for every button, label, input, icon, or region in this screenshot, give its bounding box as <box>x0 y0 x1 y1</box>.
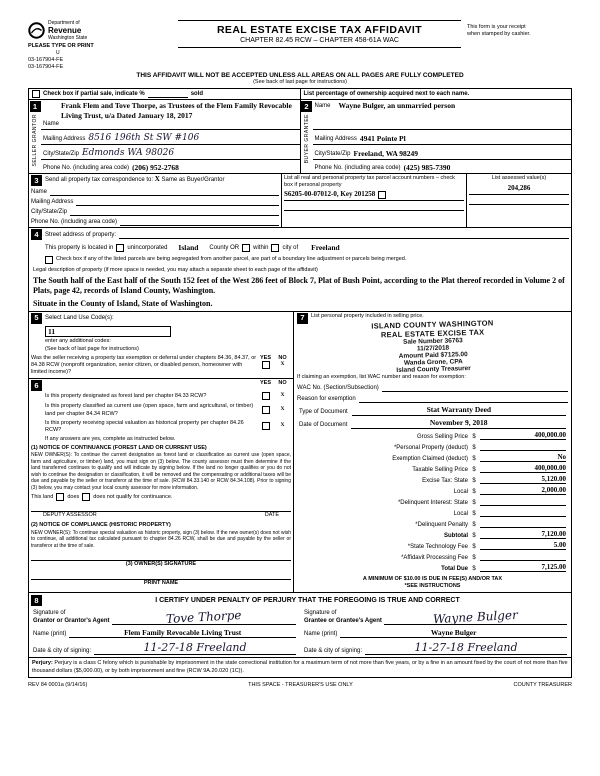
buyer-name-value: Wayne Bulger, an unmarried person <box>338 101 456 111</box>
grantee-date-city-value[interactable]: 11-27-18 Freeland <box>365 641 567 655</box>
tax-correspondence-block <box>29 174 281 227</box>
section6-block <box>29 379 293 592</box>
section8-block <box>29 593 571 658</box>
money-row-label: *Personal Property (deduct) <box>393 444 468 451</box>
grantor-signature-field[interactable] <box>112 608 296 625</box>
money-row-label: Subtotal <box>444 532 468 539</box>
section1-number: 1 <box>30 101 41 112</box>
partial-sale-checkbox[interactable] <box>32 90 40 98</box>
money-row-label: Total Due <box>441 565 468 572</box>
mid-columns <box>29 312 571 593</box>
money-row-value[interactable]: 7,125.00 <box>480 563 566 572</box>
unincorporated-checkbox[interactable] <box>116 244 124 252</box>
form-header <box>28 20 572 71</box>
parcel-empty-row[interactable] <box>284 211 464 220</box>
logo-dept-text: Department of <box>48 20 80 26</box>
currency-symbol: $ <box>472 433 476 440</box>
logo-state-text: Washington State <box>48 34 88 41</box>
corr-mailing-label: Mailing Address <box>31 199 74 206</box>
corr-phone-field[interactable] <box>120 218 279 226</box>
receipt-note-line2: when stamped by cashier. <box>467 31 531 38</box>
current-use-yes-checkbox[interactable] <box>262 406 270 414</box>
buyer-side-label: BUYER GRANTEE <box>303 114 310 164</box>
currency-symbol: $ <box>472 565 476 572</box>
parcel-block <box>281 174 466 227</box>
form-title: REAL ESTATE EXCISE TAX AFFIDAVIT <box>216 24 423 36</box>
currency-symbol: $ <box>472 532 476 539</box>
section4-number: 4 <box>31 229 42 240</box>
section3-row <box>29 174 571 228</box>
personal-property-checkbox[interactable] <box>378 191 386 199</box>
money-row-personal-property <box>297 440 568 451</box>
type-of-document-label: Type of Document <box>299 408 348 415</box>
seller-city-value: Edmonds WA 98026 <box>82 148 175 159</box>
notice1-text: NEW OWNER(S): To continue the current designation as forest land or classification as current use (open space, farm and agriculture, or timber) land, you must sign on (3) below. The county assessor must then determine if the land transferred continues to qualify and will indicate by signing below. If the land no longer qualifies or you do not wish to continue the designation or classification, it will be removed and the compensating or additional taxes will be due and payable by the seller or transferor at the time of sale. (RCW 84.33.140 or RCW 84.34.108). Prior to signing (3) below, you may contact your local county assessor for more information. <box>31 452 291 491</box>
grantor-name-print-label: Name (print) <box>33 631 67 638</box>
grantee-signature-label-2: Grantee or Grantee's Agent <box>304 618 382 624</box>
historic-yes-checkbox[interactable] <box>262 422 270 430</box>
money-row-value[interactable] <box>480 560 566 561</box>
parties-row <box>29 100 571 174</box>
seller-section <box>29 100 300 173</box>
section7-block <box>294 312 571 592</box>
assessed-empty-row[interactable] <box>469 205 569 214</box>
money-row-delinquent-penalty <box>297 517 568 528</box>
ownership-note: List percentage of ownership acquired next to each name. <box>300 89 572 99</box>
perjury-text: Perjury is a class C felony which is punishable by imprisonment in the state correctional institution for a maximum term of not more than five years, or by a fine in an amount fixed by the court of not more than five thousand dollars ($5,000.00), or by both imprisonment and fine (RCW 9A.20.020 (1C)). <box>32 660 568 674</box>
please-type-label: PLEASE TYPE OR PRINT <box>28 43 94 49</box>
currency-symbol: $ <box>472 521 476 528</box>
county-treasurer-label: COUNTY TREASURER <box>513 681 572 688</box>
section3-number: 3 <box>31 175 42 186</box>
partial-sale-row <box>29 89 571 100</box>
street-address-field[interactable] <box>119 231 569 239</box>
type-of-document-value[interactable]: Stat Warranty Deed <box>352 405 566 415</box>
dor-logo-icon <box>28 22 45 39</box>
stamp-tax: REAL ESTATE EXCISE TAX <box>380 327 485 340</box>
grantee-name-print-label: Name (print) <box>304 631 338 638</box>
notice2-title: (2) NOTICE OF COMPLIANCE (HISTORIC PROPERTY) <box>31 522 171 529</box>
send-correspondence-label: Send all property tax correspondence to: <box>45 177 154 184</box>
money-row-value[interactable]: 7,120.00 <box>480 530 566 539</box>
exemption-yes-checkbox[interactable] <box>262 361 270 369</box>
logo-revenue-text: Revenue <box>48 25 82 35</box>
exemption-no-answer[interactable]: X <box>280 360 285 367</box>
forest-land-question: Is this property designated as forest land per chapter 84.33 RCW? <box>45 393 207 400</box>
owners-signature-line[interactable] <box>31 560 291 568</box>
form-subtitle: CHAPTER 82.45 RCW – CHAPTER 458-61A WAC <box>240 37 399 44</box>
money-row-subtotal <box>297 528 568 539</box>
located-in-label: This property is located in <box>45 244 114 251</box>
see-back-note: (See back of last page for instructions) <box>253 78 347 85</box>
current-use-question: Is this property classified as current use (open space, farm and agricultural, or timber) land per chapter 84.34 RCW? <box>45 403 254 417</box>
assessed-value[interactable]: 204,286 <box>469 182 569 195</box>
buyer-city-cell[interactable] <box>313 145 572 160</box>
currency-symbol: $ <box>472 499 476 506</box>
buyer-mailing-label: Mailing Address <box>314 136 357 143</box>
money-row-delinquent-interest-local <box>297 506 568 517</box>
wac-label: WAC No. (Section/Subsection) <box>297 384 379 391</box>
corr-mailing-field[interactable] <box>76 198 279 206</box>
stamp-treasurer-title: Island County Treasurer <box>395 364 471 374</box>
land-use-label: Select Land Use Code(s): <box>45 315 114 322</box>
stray-mark: U <box>56 50 60 57</box>
money-row-label: Gross Selling Price <box>416 433 468 440</box>
seller-name-label: Name <box>43 121 60 128</box>
section5-yes-no <box>257 355 291 376</box>
forest-no-answer[interactable]: X <box>280 392 285 399</box>
seller-phone-cell[interactable] <box>41 160 300 173</box>
deputy-assessor-line[interactable] <box>31 511 291 519</box>
perjury-label: Perjury: <box>32 660 53 667</box>
segregated-checkbox[interactable] <box>45 256 53 264</box>
form-number-1: 03-167904-FE <box>28 56 64 63</box>
treasurer-stamp <box>347 317 518 374</box>
money-row-label: *Delinquent Penalty <box>415 521 468 528</box>
list-personal-property-label: List personal property included in selling price. <box>311 312 424 319</box>
currency-symbol: $ <box>472 455 476 462</box>
additional-codes-label: enter any additional codes: <box>45 337 111 344</box>
section4-block <box>29 228 571 312</box>
print-name-line[interactable] <box>31 579 291 587</box>
legal-desc-label: Legal description of property (if more space is needed, you may attach a separate sheet to each page of the affidavit) <box>33 266 318 273</box>
does-not-checkbox[interactable] <box>82 493 90 501</box>
reason-exemption-label: Reason for exemption <box>297 395 356 402</box>
money-row-excise-state <box>297 473 568 484</box>
buyer-city-value: Freeland, WA 98249 <box>353 148 419 158</box>
agency-block <box>28 20 178 71</box>
buyer-phone-cell[interactable] <box>313 160 572 173</box>
money-row-label: Exemption Claimed (deduct) <box>392 455 468 462</box>
money-row-value[interactable] <box>480 505 566 506</box>
money-row-label: *Delinquent Interest: State <box>397 499 468 506</box>
money-row-value[interactable]: 2,000.00 <box>480 486 566 495</box>
money-row-label: *Affidavit Processing Fee <box>401 554 468 561</box>
title-block <box>178 20 461 48</box>
grantee-signing-block <box>300 608 571 657</box>
receipt-note <box>461 20 572 38</box>
within-label: within <box>253 244 269 251</box>
city-of-label: city of <box>282 244 299 251</box>
money-row-processing-fee <box>297 550 568 561</box>
notice2-text: NEW OWNER(S): To continue special valuation as historic property, sign (3) below. If the new owner(s) does not wish to continue, all additional tax calculated pursuant to chapter 84.26 RCW, shall be due and payable by the seller or transferor at the time of sale. <box>31 529 291 549</box>
seller-city-cell[interactable] <box>41 145 300 160</box>
see-instructions-note: *SEE INSTRUCTIONS <box>404 582 461 589</box>
stamp-county: ISLAND COUNTY WASHINGTON <box>370 318 494 331</box>
same-as-buyer-mark[interactable]: X <box>154 175 160 184</box>
section6-no-header: NO <box>278 380 287 387</box>
corr-name-field[interactable] <box>50 188 279 196</box>
seller-mailing-label: Mailing Address <box>43 136 86 143</box>
section5-number: 5 <box>31 313 42 324</box>
county-value[interactable]: Island <box>178 243 199 253</box>
county-or-label: County OR <box>209 244 240 251</box>
owners-signature-label: (3) OWNER(S) SIGNATURE <box>125 561 197 567</box>
partial-sale-percent-field[interactable] <box>148 90 188 98</box>
treasurer-space-label: THIS SPACE - TREASURER'S USE ONLY <box>248 681 353 688</box>
buyer-section <box>300 100 572 173</box>
grantee-signature-value: Wayne Bulger <box>432 607 519 627</box>
does-checkbox[interactable] <box>56 493 64 501</box>
form-number-2: 03-167904-FE <box>28 63 64 70</box>
buyer-phone-label: Phone No. (including area code) <box>314 165 401 172</box>
unincorporated-label: unincorporated <box>127 244 168 251</box>
currency-symbol: $ <box>472 488 476 495</box>
corr-city-label: City/State/Zip <box>31 209 68 216</box>
does-label: does <box>67 493 80 500</box>
date-of-document-label: Date of Document <box>299 421 348 428</box>
seller-mailing-cell[interactable] <box>41 130 300 145</box>
assessed-header: List assessed value(s) <box>491 175 547 182</box>
money-row-tech-fee <box>297 539 568 550</box>
money-row-exemption-claimed <box>297 451 568 462</box>
grantor-signature-label-2: Grantor or Grantor's Agent <box>33 618 110 624</box>
deputy-date-label: DATE <box>264 512 279 519</box>
grantor-date-city-value[interactable]: 11-27-18 Freeland <box>94 641 296 655</box>
buyer-phone-value: (425) 985-7390 <box>403 162 451 172</box>
seller-city-label: City/State/Zip <box>43 151 80 158</box>
money-row-label: Excise Tax: State <box>422 477 468 484</box>
section5-see-back: (See back of last page for instructions) <box>45 345 139 352</box>
money-row-value[interactable]: No <box>480 453 566 462</box>
grantee-signature-label-1: Signature of <box>304 609 337 616</box>
stamp-date: 11/27/2018 <box>416 344 449 353</box>
street-address-label: Street address of property: <box>45 231 117 238</box>
buyer-mailing-value: 4941 Pointe Pl <box>359 133 406 143</box>
money-row-value[interactable]: 5,120.00 <box>480 475 566 484</box>
money-row-total-due <box>297 561 568 572</box>
parcel-number-value[interactable]: S6205-00-07012-0, Key 201258 <box>284 190 376 199</box>
buyer-name-cell[interactable] <box>313 100 572 130</box>
grantor-date-city-label: Date & city of signing: <box>33 648 92 655</box>
money-row-gross <box>297 429 568 440</box>
currency-symbol: $ <box>472 510 476 517</box>
city-of-checkbox[interactable] <box>271 244 279 252</box>
rev-number: REV 84 0001a (9/14/16) <box>28 681 88 688</box>
money-row-value[interactable]: 400,000.00 <box>480 464 566 473</box>
seller-name-value: Frank Flem and Tove Thorpe, as Trustees of the Flem Family Revocable Living Trust, u/a Dated January 18, 2017 <box>61 101 292 120</box>
money-row-label: Taxable Selling Price <box>412 466 468 473</box>
date-of-document-value[interactable]: November 9, 2018 <box>351 418 566 428</box>
section6-number: 6 <box>31 380 42 391</box>
seller-phone-value: (206) 952-2768 <box>132 162 179 172</box>
seller-phone-label: Phone No. (including area code) <box>43 165 130 172</box>
does-not-label: does not qualify for continuance. <box>93 493 173 500</box>
grantee-date-city-label: Date & city of signing: <box>304 648 363 655</box>
no-header: NO <box>278 354 287 361</box>
seller-name-cell[interactable] <box>41 100 300 130</box>
parcel-empty-row[interactable] <box>284 201 464 211</box>
notice1-title: (1) NOTICE OF CONTINUANCE (FOREST LAND OR CURRENT USE) <box>31 445 207 452</box>
stamp-sale-number: Sale Number 36763 <box>402 336 463 346</box>
section8-number: 8 <box>31 595 42 606</box>
grantor-signature-label-1: Signature of <box>33 609 66 616</box>
money-row-value[interactable] <box>480 450 566 451</box>
money-row-excise-local <box>297 484 568 495</box>
assessed-value-block <box>466 174 571 227</box>
same-as-buyer-label: Same as Buyer/Grantor <box>161 177 225 184</box>
stamp-amount-paid: Amount Paid $7125.00 <box>398 350 468 360</box>
qualify-pre-label: This land <box>31 493 54 500</box>
current-use-no-answer[interactable]: X <box>280 406 285 413</box>
claiming-exemption-note: If claiming an exemption, list WAC number and reason for exemption: <box>297 373 466 380</box>
land-use-code-field[interactable]: 11 <box>45 326 171 337</box>
exemption-question: Was the seller receiving a property tax exemption or deferral under chapters 84.36, 84.37, or 84.38 RCW (nonprofit organization, senior citizen, or disabled person, homeowner with limited income)? <box>31 354 257 376</box>
left-column <box>29 312 294 592</box>
segregated-label: Check box if any of the listed parcels are being segregated from another parcel, are part of a boundary line adjustment or parcels being merged. <box>56 255 407 262</box>
situate-line: Situate in the County of Island, State of Washington. <box>33 298 213 308</box>
grantor-signature-value: Tove Thorpe <box>165 608 242 627</box>
historic-no-answer[interactable]: X <box>280 422 285 429</box>
money-row-value[interactable] <box>480 527 566 528</box>
money-row-value[interactable]: 400,000.00 <box>480 431 566 440</box>
if-yes-note: If any answers are yes, complete as instructed below. <box>45 435 176 442</box>
wac-field[interactable] <box>382 384 568 392</box>
currency-symbol: $ <box>472 444 476 451</box>
money-row-value[interactable]: 5.00 <box>480 541 566 550</box>
city-value[interactable]: Freeland <box>311 243 340 253</box>
currency-symbol: $ <box>472 477 476 484</box>
historic-question: Is this property receiving special valuation as historical property per chapter 84.26 RCW? <box>45 419 244 433</box>
form-body <box>28 88 572 678</box>
within-checkbox[interactable] <box>242 244 250 252</box>
grantee-name-print-value[interactable]: Wayne Bulger <box>340 628 567 638</box>
section6-yes-header: YES <box>259 380 271 387</box>
form-footer <box>28 678 572 689</box>
section5-block <box>29 312 293 380</box>
grantor-name-print-value[interactable]: Flem Family Revocable Living Trust <box>69 628 296 638</box>
stamp-treasurer-name: Wanda Grone, CPA <box>403 357 463 367</box>
buyer-mailing-cell[interactable] <box>313 130 572 145</box>
deputy-assessor-label: DEPUTY ASSESSOR <box>43 512 97 519</box>
money-row-label: *State Technology Fee <box>407 543 468 550</box>
seller-side-label: SELLER GRANTOR <box>32 114 38 167</box>
seller-mailing-value: 8516 196th St SW #106 <box>88 133 200 144</box>
corr-phone-label: Phone No. (including area code) <box>31 219 118 226</box>
certify-statement: I CERTIFY UNDER PENALTY OF PERJURY THAT THE FOREGOING IS TRUE AND CORRECT <box>155 597 460 605</box>
minimum-fee-note: A MINIMUM OF $10.00 IS DUE IN FEE(S) AND/OR TAX <box>362 575 503 582</box>
legal-description-value[interactable]: The South half of the East half of the South 152 feet of the West 286 feet of Block 7, Plat of Bush Point, according to the Plat thereof recorded in Volume 2 of Plats, page 42, records of Island County, Washington. <box>33 275 565 295</box>
grantor-signing-block <box>29 608 300 657</box>
grantee-signature-field[interactable] <box>384 608 567 625</box>
parcel-header: List all real and personal property tax parcel account numbers – check box if personal property <box>284 175 455 189</box>
partial-sale-label: Check box if partial sale, indicate % <box>43 91 145 98</box>
yes-header: YES <box>259 354 271 361</box>
money-row-value[interactable] <box>480 516 566 517</box>
buyer-name-label: Name <box>314 103 331 110</box>
section2-number: 2 <box>301 101 312 112</box>
currency-symbol: $ <box>472 466 476 473</box>
receipt-note-line1: This form is your receipt <box>467 24 526 30</box>
money-row-label: Local <box>453 488 468 495</box>
completion-warning: THIS AFFIDAVIT WILL NOT BE ACCEPTED UNLESS ALL AREAS ON ALL PAGES ARE FULLY COMPLETED <box>136 71 464 79</box>
partial-sale-sold-label: sold <box>190 91 204 98</box>
currency-symbol: $ <box>472 543 476 550</box>
money-row-taxable <box>297 462 568 473</box>
money-row-delinquent-interest-state <box>297 495 568 506</box>
buyer-city-label: City/State/Zip <box>314 151 351 158</box>
perjury-block <box>29 658 571 676</box>
currency-symbol: $ <box>472 554 476 561</box>
corr-name-label: Name <box>31 189 48 196</box>
reason-exemption-field[interactable] <box>359 395 568 403</box>
money-row-label: Local <box>453 510 468 517</box>
print-name-label: PRINT NAME <box>143 580 179 587</box>
forest-yes-checkbox[interactable] <box>262 392 270 400</box>
section7-number: 7 <box>297 313 308 324</box>
assessed-empty-row[interactable] <box>469 195 569 205</box>
corr-city-field[interactable] <box>70 208 279 216</box>
